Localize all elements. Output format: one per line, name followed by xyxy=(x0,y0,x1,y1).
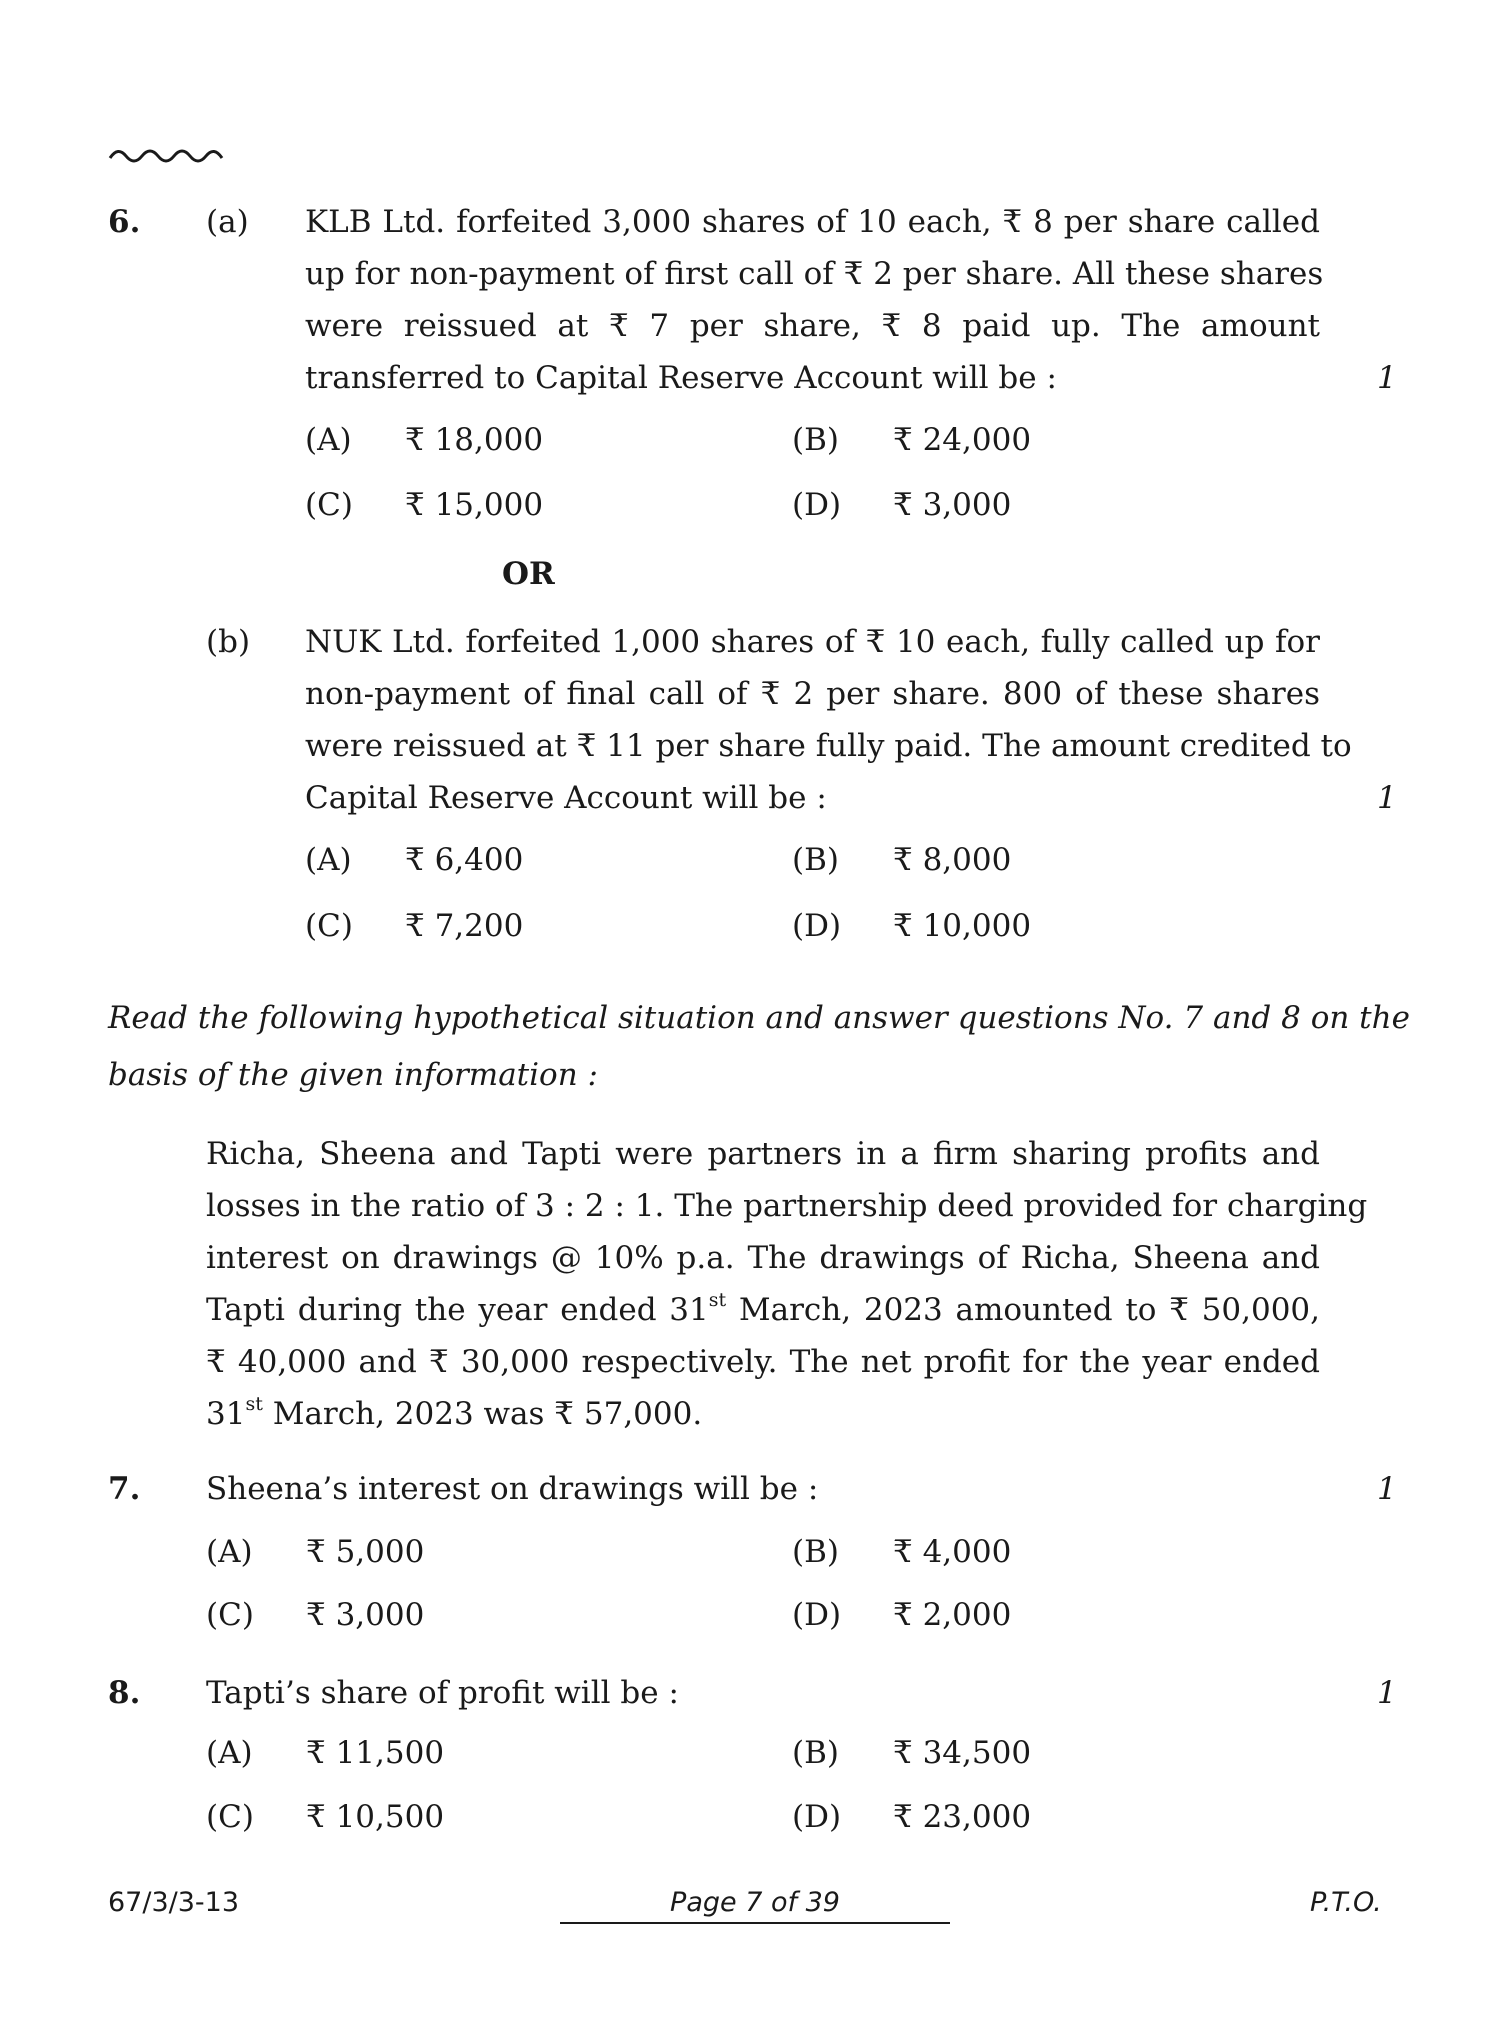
instruction-line: basis of the given information : xyxy=(108,1057,598,1093)
option-value: ₹ 8,000 xyxy=(893,842,1012,878)
passage-text: 31 xyxy=(206,1396,246,1432)
option-letter: (C) xyxy=(305,908,353,944)
option-letter: (B) xyxy=(792,1735,839,1771)
question-8-marks: 1 xyxy=(1377,1675,1397,1711)
pto-label: P.T.O. xyxy=(1310,1887,1382,1918)
question-6a-text-line: were reissued at ₹ 7 per share, ₹ 8 paid up. The amount xyxy=(305,308,1320,344)
question-6b-text-line: Capital Reserve Account will be : xyxy=(305,780,827,816)
option-value: ₹ 7,200 xyxy=(405,908,524,944)
question-6b-marks: 1 xyxy=(1377,780,1397,816)
option-value: ₹ 11,500 xyxy=(306,1735,445,1771)
option-letter: (C) xyxy=(206,1799,254,1835)
question-6b-text-line: NUK Ltd. forfeited 1,000 shares of ₹ 10 each, fully called up for xyxy=(305,624,1320,660)
instruction-line: Read the following hypothetical situation and answer questions No. 7 and 8 on the xyxy=(108,1000,1410,1036)
option-value: ₹ 4,000 xyxy=(893,1534,1012,1570)
option-letter: (B) xyxy=(792,422,839,458)
option-value: ₹ 3,000 xyxy=(306,1597,425,1633)
passage-text: March, 2023 amounted to ₹ 50,000, xyxy=(726,1292,1320,1328)
option-letter: (A) xyxy=(206,1534,253,1570)
option-letter: (A) xyxy=(305,842,352,878)
option-value: ₹ 15,000 xyxy=(405,487,544,523)
page-number-underline xyxy=(560,1922,950,1924)
passage-text: Tapti during the year ended 31 xyxy=(206,1292,709,1328)
option-value: ₹ 2,000 xyxy=(893,1597,1012,1633)
question-6a-text-line: KLB Ltd. forfeited 3,000 shares of 10 each, ₹ 8 per share called xyxy=(305,204,1320,240)
passage-text: March, 2023 was ₹ 57,000. xyxy=(262,1396,703,1432)
paper-code: 67/3/3-13 xyxy=(108,1887,240,1918)
passage-line: ₹ 40,000 and ₹ 30,000 respectively. The net profit for the year ended xyxy=(206,1344,1320,1380)
option-value: ₹ 3,000 xyxy=(893,487,1012,523)
option-letter: (A) xyxy=(305,422,352,458)
option-letter: (A) xyxy=(206,1735,253,1771)
option-letter: (D) xyxy=(792,1597,842,1633)
option-value: ₹ 5,000 xyxy=(306,1534,425,1570)
option-letter: (D) xyxy=(792,1799,842,1835)
question-6a-label: (a) xyxy=(206,204,249,240)
question-6a-text-line: transferred to Capital Reserve Account will be : xyxy=(305,360,1057,396)
passage-line xyxy=(206,1289,1320,1328)
question-6a-marks: 1 xyxy=(1377,360,1397,396)
option-letter: (B) xyxy=(792,842,839,878)
option-letter: (C) xyxy=(305,487,353,523)
question-6b-text-line: were reissued at ₹ 11 per share fully paid. The amount credited to xyxy=(305,728,1352,764)
option-value: ₹ 6,400 xyxy=(405,842,524,878)
passage-line xyxy=(206,1393,703,1432)
superscript: st xyxy=(245,1393,263,1415)
option-letter: (D) xyxy=(792,487,842,523)
option-value: ₹ 34,500 xyxy=(893,1735,1032,1771)
question-number-6: 6. xyxy=(108,204,141,240)
option-letter: (D) xyxy=(792,908,842,944)
wavy-line-icon xyxy=(108,140,228,170)
question-number-8: 8. xyxy=(108,1675,141,1711)
option-letter: (C) xyxy=(206,1597,254,1633)
option-value: ₹ 10,000 xyxy=(893,908,1032,944)
option-value: ₹ 23,000 xyxy=(893,1799,1032,1835)
passage-line: interest on drawings @ 10% p.a. The drawings of Richa, Sheena and xyxy=(206,1240,1320,1276)
question-6b-label: (b) xyxy=(206,624,251,660)
question-7-text: Sheena’s interest on drawings will be : xyxy=(206,1471,819,1507)
superscript: st xyxy=(708,1289,727,1311)
option-letter: (B) xyxy=(792,1534,839,1570)
option-value: ₹ 18,000 xyxy=(405,422,544,458)
question-8-text: Tapti’s share of profit will be : xyxy=(206,1675,679,1711)
question-6b-text-line: non-payment of final call of ₹ 2 per share. 800 of these shares xyxy=(305,676,1320,712)
question-7-marks: 1 xyxy=(1377,1471,1397,1507)
page-number: Page 7 of 39 xyxy=(670,1887,840,1918)
question-6a-text-line: up for non-payment of first call of ₹ 2 per share. All these shares xyxy=(305,256,1324,292)
option-value: ₹ 10,500 xyxy=(306,1799,445,1835)
or-separator: OR xyxy=(502,556,555,592)
passage-line: losses in the ratio of 3 : 2 : 1. The partnership deed provided for charging xyxy=(206,1188,1368,1224)
question-number-7: 7. xyxy=(108,1471,141,1507)
passage-line: Richa, Sheena and Tapti were partners in a firm sharing profits and xyxy=(206,1136,1320,1172)
option-value: ₹ 24,000 xyxy=(893,422,1032,458)
